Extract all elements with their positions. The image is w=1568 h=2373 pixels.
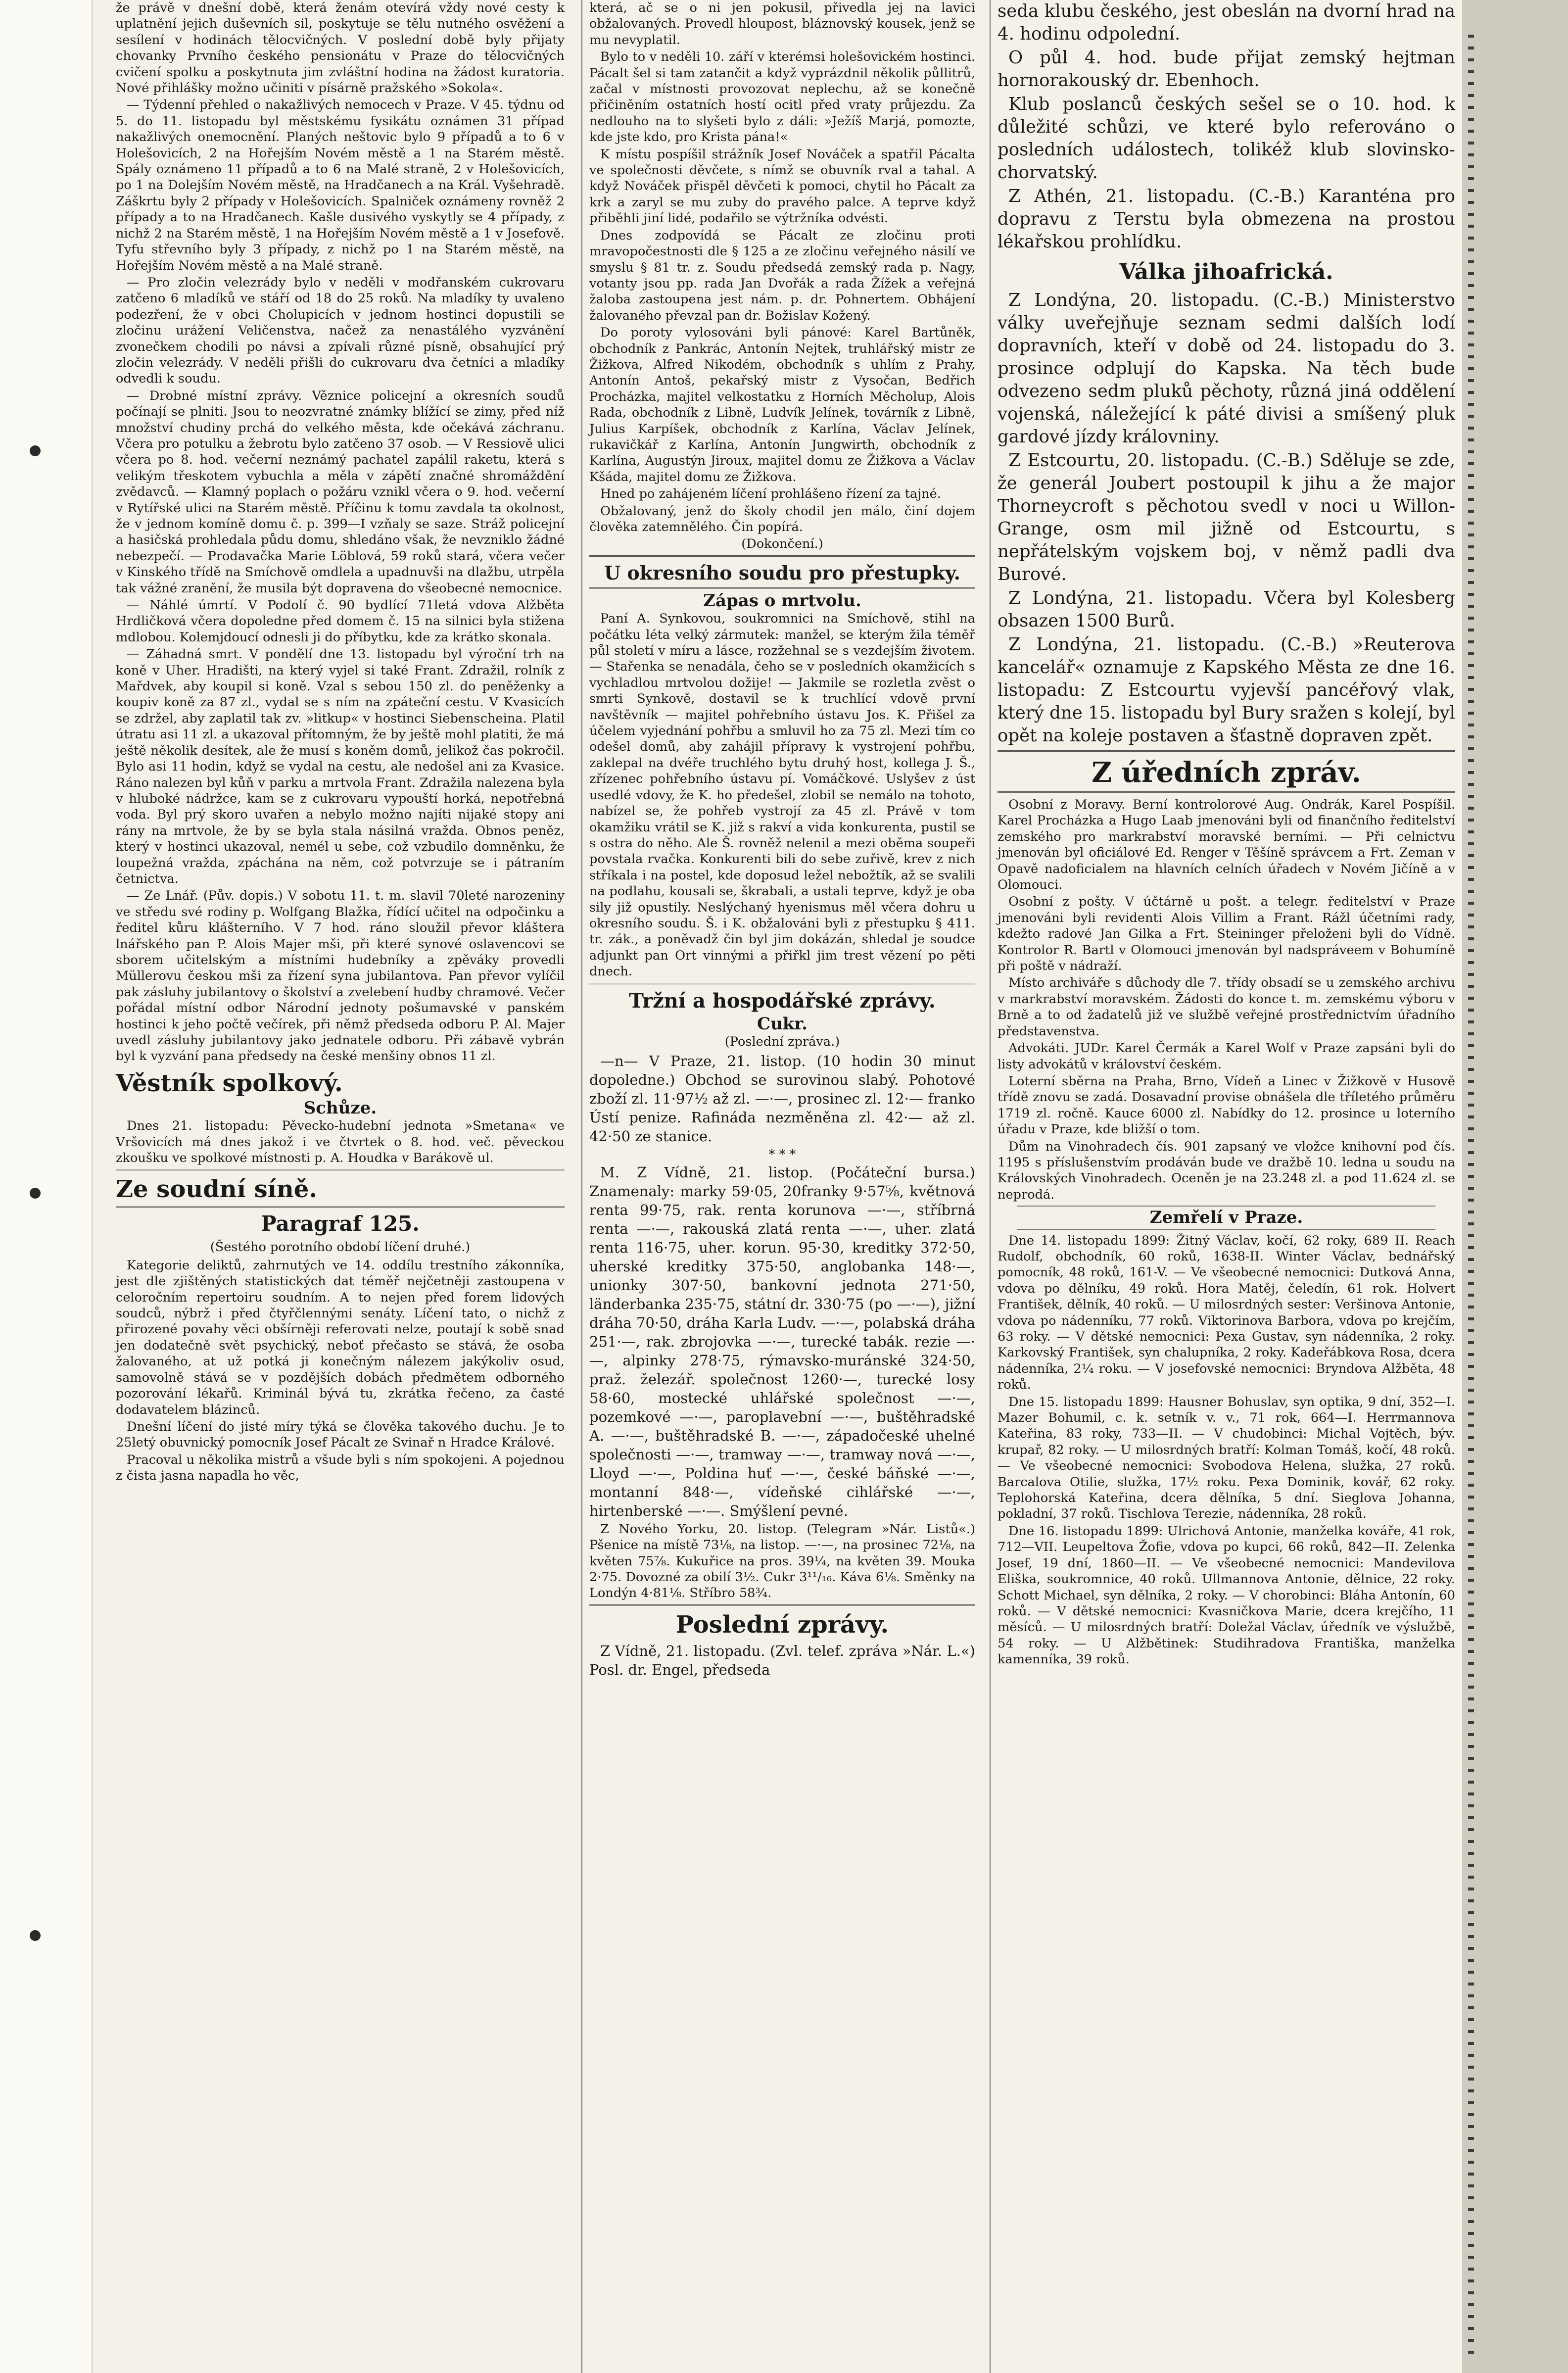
divider bbox=[589, 587, 975, 589]
paragraph: — Týdenní přehled o nakažlivých nemocech v Praze. V 45. týdnu od 5. do 11. listopadu byl městskému fysikátu oznámen 31 případ nakažlivých onemocnění. Planých neštovic bylo 9 případů a to 6 v Holešovicích, 2 na Hořejším Novém městě a 1 na Starém městě. Spály oznámeno 11 případů a to 6 na Malé straně, 2 v Holešovicích, po 1 na Dolejším Novém městě, na Hradčanech a na Král. Vyšehradě. Záškrtu byly 2 případy v Holešovicích. Spalniček oznámeny rovněž 2 případy a to na Hradčanech. Kašle dusivého vyskytly se 4 případy, z nichž 2 na Starém městě, 1 na Hořejším Novém městě a 1 v Josefově. Tyfu střevního byly 3 případy, z nichž po 1 na Starém městě, na Hořejším Novém městě a na Malé straně. bbox=[116, 97, 565, 273]
scan-edge bbox=[1462, 0, 1568, 2373]
paragraph: Dnes zodpovídá se Pácalt ze zločinu proti mravopočestnosti dle § 125 a ze zločinu veřejného násilí ve smyslu § 81 tr. z. Soudu předsedá zemský rada p. Nagy, votanty jsou pp. rada Jan Dvořák a rada Žížek a veřejná žaloba zastoupena jest nám. p. dr. Pohnertem. Obhájení žalovaného převzal pan dr. Božislav Kožený. bbox=[589, 228, 975, 323]
paragraph: Z Londýna, 20. listopadu. (C.-B.) Ministerstvo války uveřejňuje seznam sedmi dalších lodí dopravních, kteří v době od 24. listopadu do 3. prosince odplují do Kapska. Na těch bude odvezeno sedm pluků pěchoty, různá jiná oddělení vojenská, náležející k páté divisi a smíšený pluk gardové jízdy královniny. bbox=[998, 290, 1455, 447]
column-1 bbox=[109, 0, 571, 2373]
paragraph: Dne 15. listopadu 1899: Hausner Bohuslav, syn optika, 9 dní, 352—I. Mazer Bohumil, c. k. setník v. v., 71 rok, 664—I. Herrmannova Kateřina, 83 roky, 733—II. — V chudobinci: Michal Vojtěch, býv. krupař, 82 roky. — U milosrdných bratří: Kolman Tomáš, kočí, 48 roků. — Ve všeobecné nemocnici: Svobodova Helena, služka, 27 roků. Barcalova Otilie, služka, 17½ roku. Pexa Dominik, kovář, 62 roky. Teplohorská Kateřina, dcera dělníka, 5 dní. Sieglova Johanna, pokladní, 37 roků. Tischlova Terezie, nádenníka, 28 roků. bbox=[998, 1394, 1455, 1522]
scan-margin bbox=[0, 0, 93, 2373]
divider bbox=[589, 555, 975, 557]
divider bbox=[116, 1206, 565, 1208]
paragraph: Dne 14. listopadu 1899: Žitný Václav, kočí, 62 roky, 689 II. Reach Rudolf, obchodník, 60 roků, 1638-II. Winter Václav, bednářský pomocník, 48 roků, 161-V. — Ve všeobecné nemocnici: Dutková Anna, vdova po dělníku, 49 roků. Hora Matěj, čeledín, 61 rok. Holvert František, dělník, 40 roků. — U milosrdných sester: Veršinova Antonie, vdova po nádenníku, 77 roků. Viktorinova Barbora, vdova po krejčím, 63 roky. — V dětské nemocnici: Pexa Gustav, syn nádenníka, 2 roky. Karkovský František, syn chalupníka, 2 roky. Kadeřábkova Rosa, dcera nádenníka, 2¼ roku. — V josefovské nemocnici: Bryndova Alžběta, 48 roků. bbox=[998, 1233, 1455, 1393]
paragraph: Dne 16. listopadu 1899: Ulrichová Antonie, manželka kováře, 41 rok, 712—VII. Leupeltova Žofie, vdova po kupci, 66 roků, 842—II. Zelenka Josef, 19 dní, 1860—II. — Ve všeobecné nemocnici: Mandevilova Eliška, soukromnice, 40 roků. Ullmannova Antonie, dělnice, 22 roky. Schott Michael, syn dělníka, 2 roky. — V chorobinci: Bláha Antonín, 60 roků. — V dětské nemocnici: Kvasničkova Marie, dcera krejčího, 11 měsíců. — U milosrdných bratří: Doležal Václav, úředník ve výslužbě, 54 roky. — U Alžbětinek: Studihradova Františka, manželka kamenníka, 39 roků. bbox=[998, 1523, 1455, 1667]
divider bbox=[589, 983, 975, 984]
paragraph: že právě v dnešní době, která ženám otevírá vždy nové cesty k uplatnění jejich duševních sil, poskytuje se tělu nutného osvěžení a sesílení v hodinách tělocvičných. V poslední době byly přijaty chovanky Prvního českého pensionátu v Praze do tělocvičných cvičení spolku a poskytnuta jim zvláštní hodina na žádost kuratoria. Nové přihlášky možno učiniti v písárně pražského »Sokola«. bbox=[116, 0, 565, 96]
separator-stars: * * * bbox=[768, 1147, 796, 1162]
paragraph: Bylo to v neděli 10. září v kterémsi holešovickém hostinci. Pácalt šel si tam zatančit a když vyprázdnil několik půllitrů, začal v místnosti provozovat neplechu, až se konečně přičiněním ostatních hostí ocitl před vraty průjezdu. Za nedlouho na to slyšeti bylo z dáli: »Ježíš Marjá, pomozte, kde jste kdo, pro Krista pána!« bbox=[589, 49, 975, 145]
paragraph: Z Nového Yorku, 20. listop. (Telegram »Nár. Listů«.) Pšenice na místě 73⅛, na listop. —·—, na prosinec 72⅛, na květen 75⅞. Kukuřice na pros. 39¼, na květen 39. Mouka 2·75. Dovozné za obilí 3½. Cukr 3¹¹/₁₆. Káva 6⅛. Směnky na Londýn 4·81⅛. Stříbro 58¾. bbox=[589, 1521, 975, 1601]
divider bbox=[1017, 1206, 1435, 1207]
paragraph: Kategorie deliktů, zahrnutých ve 14. oddílu trestního zákonníka, jest dle zjištěných statistických dat téměř nejčetněji zastoupena v celoročním repertoiru soudním. A to nejen před forem lidových soudců, nýbrž i před čtyřčlennými senáty. Líčení tato, o nichž z přirozené povahy věci obšírněji referovati nelze, poutají k sobě snad jen dodatečně svět psychický, neboť přečasto se stává, že osoba žalovaného, at už potká ji konečným nálezem jakýkoliv osud, samovolně stává se v pozdějších dobách předmětem odborného pozorování lékařů. Kriminál bývá tu, zkrátka řečeno, za časté dodavatelem blázinců. bbox=[116, 1258, 565, 1417]
section-heading: Válka jihoafrická. bbox=[1119, 259, 1333, 285]
section-heading: Z úředních zpráv. bbox=[1092, 756, 1361, 789]
paragraph: M. Z Vídně, 21. listop. (Počáteční bursa.) Znamenaly: marky 59·05, 20franky 9·57⅝, květnová renta 99·75, rak. renta korunova —·—, stříbrná renta —·—, rakouská zlatá renta —·—, uher. zlatá renta 116·75, uher. korun. 95·30, kreditky 372·50, uherské kreditky 375·50, anglobanka 148·—, unionky 307·50, bankovní jednota 271·50, länderbanka 235·75, státní dr. 330·75 (po —·—), jižní dráha 70·50, dráha Karla Ludv. —·—, polabská dráha 251·—, rak. zbrojovka —·—, turecké tabák. rezie —·—, alpinky 278·75, rýmavsko-muránské 324·50, praž. železář. společnost 1260·—, turecké losy 58·60, mostecké uhlářské společnost —·—, pozemkové —·—, paroplavební —·—, buštěhradské A. —·—, buštěhradské B. —·—, západočeské uhelné společnosti —·—, tramway —·—, tramway nová —·—, Lloyd —·—, Poldina huť —·—, české báňské —·—, montanní 848·—, vídeňské cihlářské —·—, hirtenberské —·—. Smýšlení pevné. bbox=[589, 1163, 975, 1519]
paragraph: K místu pospíšil strážník Josef Nováček a spatřil Pácalta ve společnosti děvčete, s nímž se obuvník rval a tahal. A když Nováček přispěl děvčeti k pomoci, chytil ho Pácalt za krk a zaryl se mu zuby do pravého palce. A teprve když přiběhli jiní lidé, podařilo se výtržníka odvésti. bbox=[589, 146, 975, 226]
binding-hole bbox=[30, 445, 41, 456]
paragraph: Hned po zahájeném líčení prohlášeno řízení za tajné. bbox=[600, 486, 941, 502]
article-title: Paragraf 125. bbox=[261, 1211, 420, 1236]
divider bbox=[116, 1169, 565, 1170]
paragraph: Obžalovaný, jenž do školy chodil jen málo, činí dojem člověka zatemnělého. Čin popírá. bbox=[589, 503, 975, 534]
subheading: Zemřelí v Praze. bbox=[1149, 1208, 1303, 1228]
section-heading: Ze soudní síně. bbox=[116, 1175, 318, 1204]
paragraph: — Pro zločin velezrády bylo v neděli v modřanském cukrovaru zatčeno 6 mladíků ve stáří od 18 do 25 roků. Na mladíky ty uvaleno podezření, že v obci Cholupicích v jednom hostinci dopustili se zločinu urážení Veličenstva, načež za nenastálého vyzvánění zvonečkem chodili po návsi a zpívali různé písně, obsahující prý zločin velezrády. V neděli přišli do cukrovaru dva četníci a mladíky odvedli k soudu. bbox=[116, 275, 565, 387]
paragraph: Paní A. Synkovou, soukromnici na Smíchově, stihl na počátku léta velký zármutek: manžel, se kterým žila téměř půl století v míru a lásce, rozžehnal se s vezdejším životem. — Stařenka se nenadála, čeho se v posledních okamžicích s vychladlou mrtvolou dožije! — Jakmile se rozletla zvěst o smrti Synkově, dostavil se k truchlící vdově první navštěvník — majitel pohřebního ústavu Jos. K. Přišel za účelem vyjednání pohřbu a smluvil ho za 75 zl. Mezi tím co odešel domů, aby zahájil přípravy k vystrojení pohřbu, zaklepal na dvéře truchlého bytu druhý host, kollega J. Š., zřízenec pohřebního ústavu pí. Vomáčkové. Uslyšev z úst usedlé vdovy, že K. ho předešel, zlobil se nemálo na tohoto, nabízel se, že pohřeb vystrojí za 45 zl. Právě v tom okamžiku vrátil se K. již s rakví a vida konkurenta, pustil se s ostra do něho. Ale Š. rovněž nelenil a mezi oběma soupeři povstala rvačka. Konkurenti bili do sebe zuřivě, krev z nich stříkala i na postel, kde doposud ležel nebožtík, až se svalili na podlahu, kousali se, škrabali, a ustali teprve, když je oba sily již opustily. Neslýchaný hyenismus měl včera dohru u okresního soudu. Š. i K. obžalováni byli z přestupku § 411. tr. zák., a poněvadž čin byl jim dokázán, shledal je soudce adjunkt pan Ort vinnými a přiřkl jim trest vězení po pěti dnech. bbox=[589, 611, 975, 979]
section-heading: Tržní a hospodářské zprávy. bbox=[629, 989, 936, 1013]
paragraph: Loterní sběrna na Praha, Brno, Vídeň a Linec v Žižkově v Husově třídě znovu se zadá. Dosavadní provise obnášela dle tříletého průměru 1719 zl. ročně. Kauce 6000 zl. Nabídky do 12. prosince u loterního úřadu v Praze, kde bližší o tom. bbox=[998, 1073, 1455, 1137]
paragraph: Místo archiváře s důchody dle 7. třídy obsadí se u zemského archivu v markrabství moravském. Žádosti do konce t. m. zemskému výboru v Brně a to od žadatelů již ve službě veřejné prostřednictvím úřadního představenstva. bbox=[998, 975, 1455, 1039]
subheading: Zápas o mrtvolu. bbox=[703, 590, 861, 611]
paragraph: Do poroty vylosováni byli pánové: Karel Bartůněk, obchodník z Pankrác, Antonín Nejtek, truhlářský mistr ze Žižkova, Alfred Nikodém, obchodník s uhlím z Prahy, Antonín Antoš, pekařský mistr z Vysočan, Bedřich Procházka, majitel velkostatku z Horních Měcholup, Alois Rada, obchodník z Libně, Ludvík Jelínek, továrník z Libně, Julius Karpíšek, obchodník z Karlína, Václav Jelínek, rukavičkář z Karlína, Antonín Jungwirth, obchodník z Karlína, Augustýn Jiroux, majitel domu ze Žižkova a Václav Kšáda, majitel domu ze Žižkova. bbox=[589, 325, 975, 484]
paragraph: Z Vídně, 21. listopadu. (Zvl. telef. zpráva »Nár. L.«) Posl. dr. Engel, předseda bbox=[589, 1642, 975, 1678]
paragraph: Dům na Vinohradech čís. 901 zapsaný ve vložce knihovní pod čís. 1195 s příslušenstvím prodáván bude ve dražbě 10. ledna u soudu na Královských Vinohradech. Oceněn je na 23.248 zl. a pod 11.624 zl. se neprodá. bbox=[998, 1139, 1455, 1202]
paragraph: Z Londýna, 21. listopadu. Včera byl Kolesberg obsazen 1500 Burů. bbox=[998, 588, 1455, 631]
paragraph: Klub poslanců českých sešel se o 10. hod. k důležité schůzi, ve které bylo referováno o posledních událostech, tolikéž klub slovinsko-chorvatský. bbox=[998, 94, 1455, 183]
section-heading: Poslední zprávy. bbox=[675, 1610, 889, 1639]
paragraph: — Ze Lnář. (Pův. dopis.) V sobotu 11. t. m. slavil 70leté narozeniny ve středu své rodiny p. Wolfgang Blažka, řídící učitel na odpočinku a ředitel kůru klášterního. V 7 hod. ráno sloužil převor kláštera lnářského pan P. Alois Majer mši, při které synové oslavencovi se sborem učitelským a místními hudebníky a zpěváky provedli Müllerovu českou mši za řízení syna jubilantova. Pan převor vylíčil pak zásluhy jubilantovy o školství a zvelebení hudby chramové. Večer pořádal místní odbor Národní jednoty pošumavské v panském hostinci k jeho počtě večírek, při němž předseda odboru P. Al. Majer uvedl zásluhy jubilantovy jako jednatele odboru. Při zábavě vybrán byl k vyzvání pana předsedy na české menšiny obnos 11 zl. bbox=[116, 888, 565, 1064]
article-subtitle: (Poslední zpráva.) bbox=[724, 1034, 840, 1049]
paragraph: —n— V Praze, 21. listop. (10 hodin 30 minut dopoledne.) Obchod se surovinou slabý. Pohotové zboží zl. 11·97½ až zl. —·—, prosinec zl. 12·— franko Ústí penize. Rafináda nezměněna zl. 42·— až zl. 42·50 ze stanice. bbox=[589, 1053, 975, 1145]
column-2 bbox=[581, 0, 982, 2373]
paragraph: — Náhlé úmrtí. V Podolí č. 90 bydlící 71letá vdova Alžběta Hrdličková včera dopoledne před domem č. 15 na silnici byla stižena mdlobou. Kolemjdoucí odnesli ji do příbytku, kde za krátko skonala. bbox=[116, 598, 565, 645]
paragraph: — Záhadná smrt. V pondělí dne 13. listopadu byl výroční trh na koně v Uher. Hradišti, na který vyjel si také Frant. Zdražil, rolník z Mařdvek, aby koupil si koně. Vzal s sebou 150 zl. do peněženky a koupiv koně za 87 zl., vydal se s ním na zpáteční cestu. V Kvasicích se zdržel, aby zaplatil tak zv. »litkup« v hostinci Siebenscheina. Platil útratu asi 11 zl. a ukazoval přítomným, že by ještě mohl platiti, že má ještě několik desítek, ale že musí s koněm domů, jelikož čas pokročil. Bylo asi 11 hodin, když se vydal na cestu, ale nedošel ani za Kvasice. Ráno nalezen byl kůň v parku a mrtvola Frant. Zdražila nalezena byla v hluboké nádržce, kam se z cukrovaru vypouští horká, nepotřebná voda. Byl prý skoro uvařen a nebylo možno najíti nijaké stopy ani rány na mrtvole, že by se byla stala násilná vražda. Obnos peněz, který v hostinci ukazoval, nemél u sebe, což vzbudilo domněnku, že loupežná vražda, zpáchána na něm, což potvrzuje se i pátraním četnictva. bbox=[116, 647, 565, 886]
paragraph: Osobní z Moravy. Berní kontrolorové Aug. Ondrák, Karel Pospíšil. Karel Procházka a Hugo Laab jmenováni byli od finančního ředitelství zemského pro markrabství moravské berními. — Při celnictvu jmenován byl oficiálové Ed. Renger v Těšíně správcem a Frt. Zeman v Opavě nadoficialem na hlavních celních úřadech v Novém Jičíně a v Olomouci. bbox=[998, 797, 1455, 893]
paragraph: Advokáti. JUDr. Karel Čermák a Karel Wolf v Praze zapsáni byli do listy advokátů v království českém. bbox=[998, 1041, 1455, 1072]
paragraph: Z Estcourtu, 20. listopadu. (C.-B.) Sděluje se zde, že generál Joubert postoupil k jihu a že major Thorneycroft s pěchotou svedl v noci u Willon-Grange, osm mil jižně od Estcourtu, s nepřátelským vojskem boj, v němž padli dva Burové. bbox=[998, 450, 1455, 584]
continuation-note: (Dokončení.) bbox=[741, 536, 823, 552]
binding-hole bbox=[30, 1188, 41, 1199]
section-heading: U okresního soudu pro přestupky. bbox=[604, 561, 961, 584]
article-subtitle: (Šestého porotního období líčení druhé.) bbox=[210, 1240, 471, 1255]
divider bbox=[998, 791, 1455, 793]
divider bbox=[998, 750, 1455, 752]
divider bbox=[1017, 1229, 1435, 1230]
paragraph: Dnešní líčení do jisté míry týká se člověka takového duchu. Je to 25letý obuvnický pomocník Josef Pácalt ze Svinař n Hradce Králové. bbox=[116, 1419, 565, 1451]
paragraph: která, ač se o ni jen pokusil, přivedla jej na lavici obžalovaných. Provedl hloupost, bláznovský kousek, jenž se mu nevyplatil. bbox=[589, 0, 975, 48]
edge-marks bbox=[1468, 35, 1474, 2361]
paragraph: Osobní z pošty. V účtárně u pošt. a telegr. ředitelství v Praze jmenováni byli revidenti Alois Villim a Frant. Rážl účetními rady, kdežto radové Jan Gilka a Frt. Steininger přeloženi byli do Vídně. Kontrolor R. Bartl v Olomouci jmenován byl nadspráveem v Bohumíně při poště v nádraží. bbox=[998, 894, 1455, 974]
paragraph: seda klubu českého, jest obeslán na dvorní hrad na 4. hodinu odpolední. bbox=[998, 1, 1455, 44]
paragraph: Dnes 21. listopadu: Pěvecko-hudební jednota »Smetana« ve Vršovicích má dnes jakož i ve čtvrtek o 8. hod. več. pěveckou zkoušku ve spolkové místnosti p. A. Houdka v Barákově ul. bbox=[116, 1118, 565, 1166]
subheading: Cukr. bbox=[757, 1014, 808, 1034]
section-heading: Věstník spolkový. bbox=[116, 1069, 343, 1097]
binding-hole bbox=[30, 1930, 41, 1941]
divider bbox=[589, 1604, 975, 1606]
paragraph: Z Athén, 21. listopadu. (C.-B.) Karanténa pro dopravu z Terstu byla obmezena na prostou lékařskou prohlídku. bbox=[998, 186, 1455, 252]
column-3 bbox=[990, 0, 1462, 2373]
subheading: Schůze. bbox=[303, 1098, 377, 1118]
paragraph: Pracoval u několika mistrů a všude byli s ním spokojeni. A pojednou z čista jasna napadla ho věc, bbox=[116, 1452, 565, 1484]
paragraph: Z Londýna, 21. listopadu. (C.-B.) »Reuterova kancelář« oznamuje z Kapského Města ze dne 16. listopadu: Z Estcourtu vyjevší pancéřový vlak, který dne 15. listopadu byl Bury sražen s kolejí, byl opět na koleje postaven a šťastně dopraven zpět. bbox=[998, 634, 1455, 746]
paragraph: O půl 4. hod. bude přijat zemský hejtman hornorakouský dr. Ebenhoch. bbox=[998, 48, 1455, 91]
paragraph: — Drobné místní zprávy. Věznice policejní a okresních soudů počínají se plniti. Jsou to neozvratné známky blížící se zimy, před níž množství chudiny prchá do velkého města, kde očekává záchranu. Včera pro potulku a žebrotu bylo zatčeno 37 osob. — V Ressiově ulici včera po 8. hod. večerní neznámý pachatel zapálil raketu, která s velikým třeskotem vybuchla a měla v zápětí značné shromáždění zvědavců. — Klamný poplach o požáru vznikl včera o 9. hod. večerní v Rytířské ulici na Starém městě. Příčinu k tomu zavdala ta okolnost, že v jednom komíně domu č. p. 399—I vzňaly se saze. Stráž policejní a hasičská prohledala půdu domu, shledáno však, že nevzniklo žádné nebezpečí. — Prodavačka Marie Löblová, 59 roků stará, včera večer v Kinského třídě na Smíchově omdlela a upadnuvši na dlažbu, utrpěla tak vážné zranění, že musila být dopravena do všeobecné nemocnice. bbox=[116, 388, 565, 596]
